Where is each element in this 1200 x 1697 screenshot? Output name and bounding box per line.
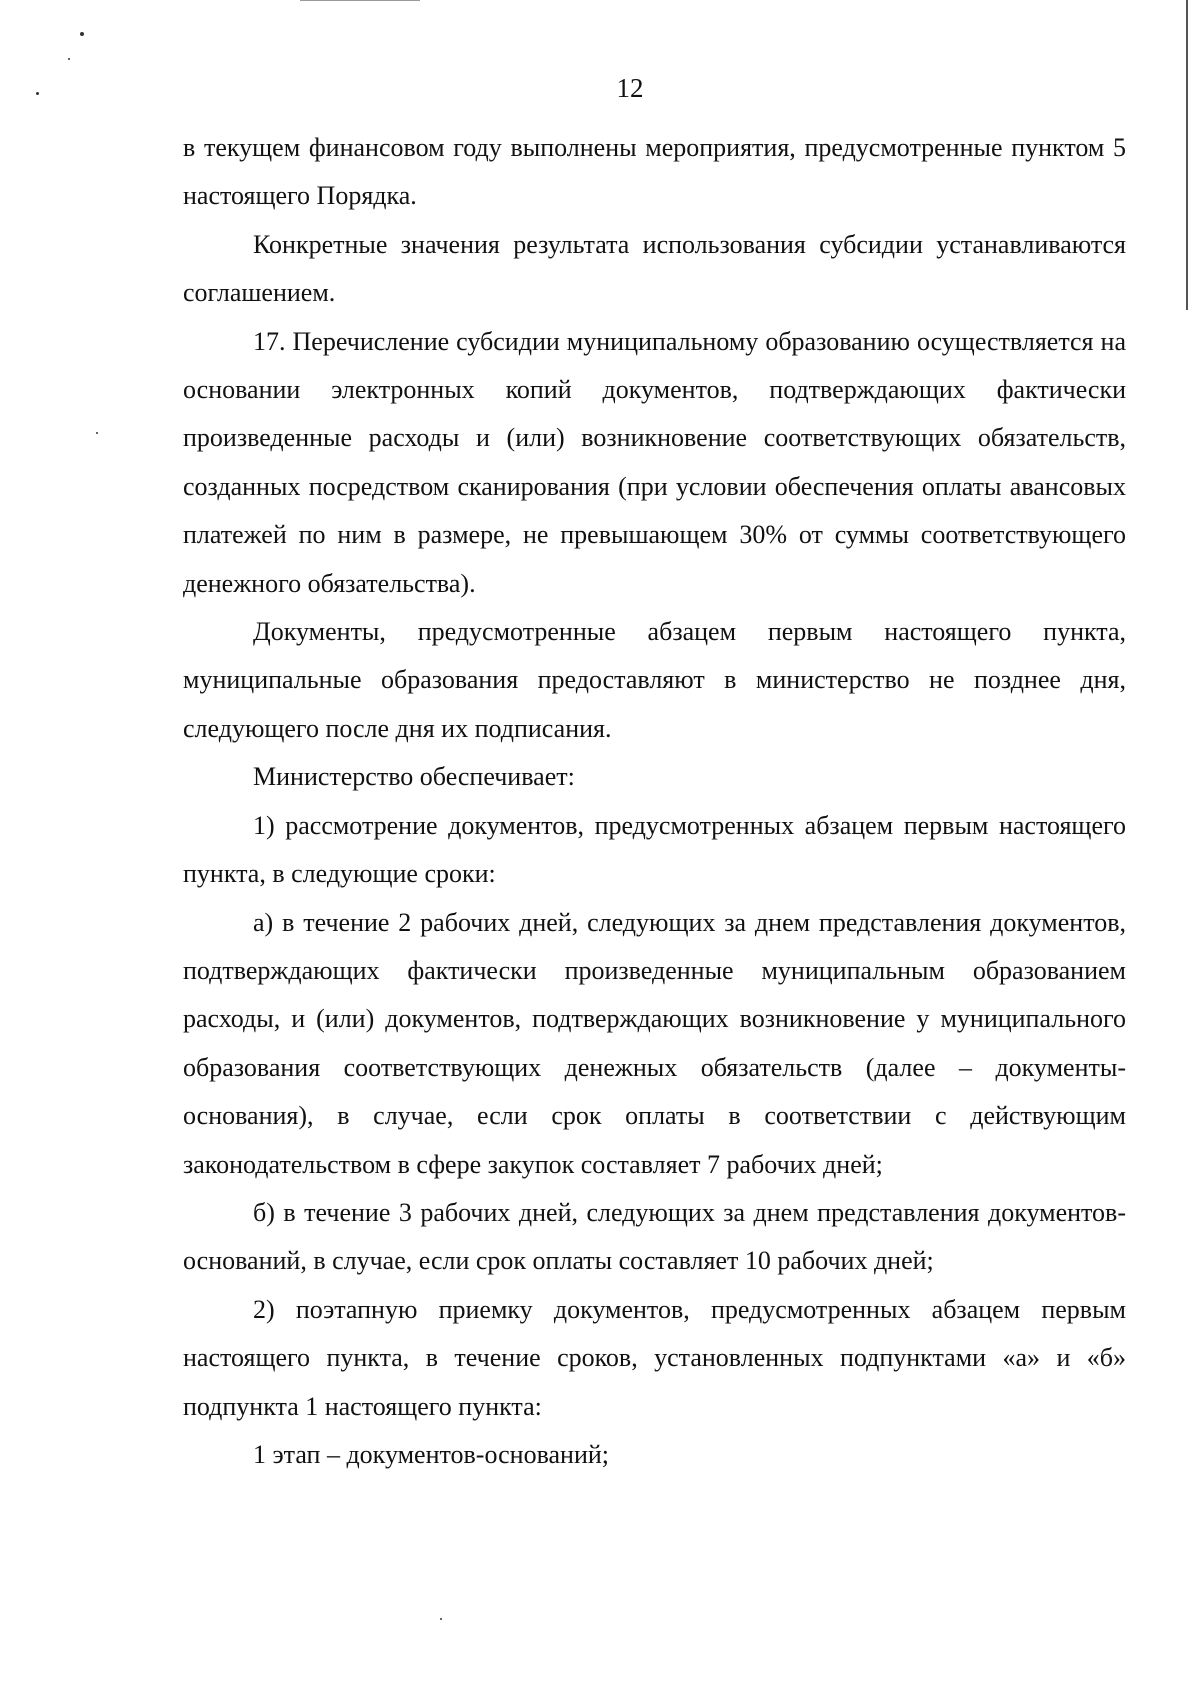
paragraph: в текущем финансовом году выполнены мероприятия, предусмотренные пунктом 5 настоящего Порядка.	[183, 133, 1126, 211]
paragraph: 1 этап – документов-оснований;	[253, 1439, 610, 1469]
paragraph: Министерство обеспечивает:	[253, 762, 575, 792]
page-number: 12	[616, 73, 644, 103]
scan-speck	[80, 32, 84, 36]
paragraph: 17. Перечисление субсидии муниципальному образованию осуществляется на основании электронных копий документов, подтверждающих фактически произведенные расходы и (или) возникновение соответствующих обязательств, созданных посредством сканирования (при условии обеспечения оплаты авансовых платежей по ним в размере, не превышающем 30% от суммы соответствующего денежного обязательства).	[183, 326, 1126, 598]
scan-speck	[440, 1618, 442, 1620]
scan-speck	[96, 432, 98, 434]
paragraph: а) в течение 2 рабочих дней, следующих за днем представления документов, подтверждающих фактически произведенные муниципальным образованием расходы, и (или) документов, подтверждающих возникновение у муниципального образования соответствующих денежных обязательств (далее – документы-основания), в случае, если срок оплаты в соответствии с действующим законодательством в сфере закупок составляет 7 рабочих дней;	[183, 907, 1126, 1179]
scan-artifact-edge-line	[1186, 0, 1188, 310]
paragraph: Документы, предусмотренные абзацем первым настоящего пункта, муниципальные образования предоставляют в министерство не позднее дня, следующего после дня их подписания.	[183, 617, 1126, 743]
scan-speck	[68, 58, 70, 60]
scan-artifact-top-line	[300, 0, 420, 1]
paragraph: 2) поэтапную приемку документов, предусмотренных абзацем первым настоящего пункта, в течение сроков, установленных подпунктами «а» и «б» подпункта 1 настоящего пункта:	[183, 1294, 1126, 1421]
paragraph: Конкретные значения результата использования субсидии устанавливаются соглашением.	[183, 229, 1126, 308]
document-body	[183, 124, 1126, 1479]
paragraph: 1) рассмотрение документов, предусмотренных абзацем первым настоящего пункта, в следующие сроки:	[183, 810, 1126, 889]
paragraph: б) в течение 3 рабочих дней, следующих за днем представления документов-оснований, в случае, если срок оплаты составляет 10 рабочих дней;	[183, 1197, 1126, 1276]
